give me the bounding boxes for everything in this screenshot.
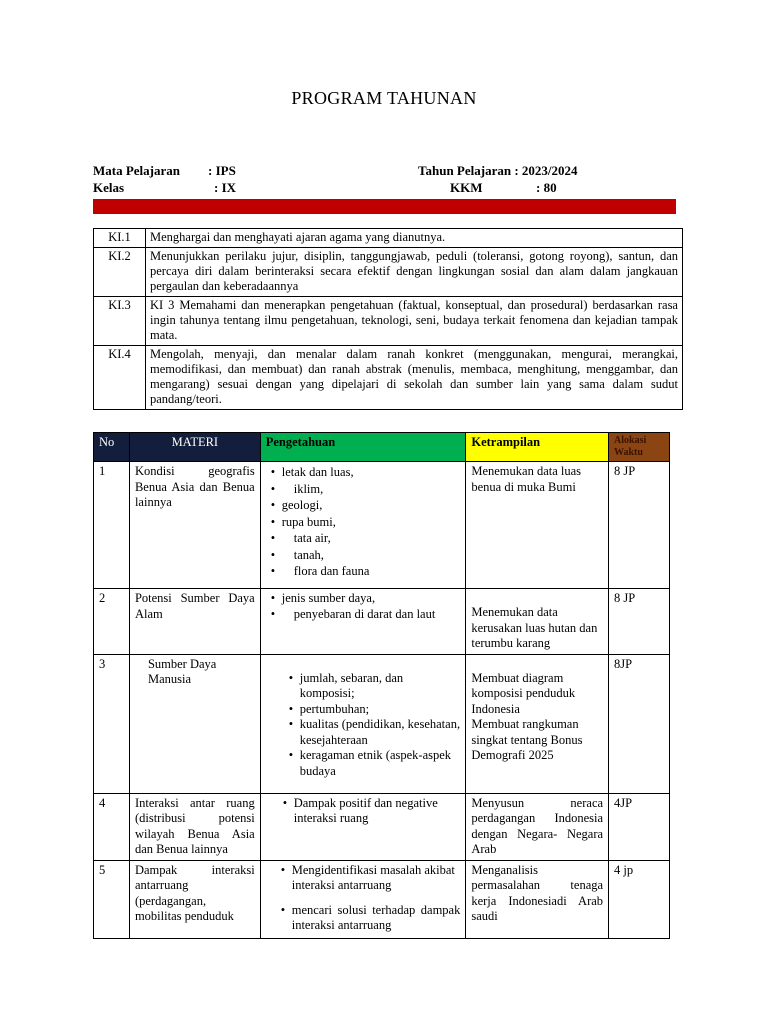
row-no: 1 xyxy=(94,462,130,589)
table-header-row xyxy=(94,433,670,462)
list-item: • mencari solusi terhadap dampak interaksi antarruang xyxy=(292,903,461,934)
row-pengetahuan xyxy=(260,654,466,793)
table-row xyxy=(94,793,670,860)
row-alokasi: 8JP xyxy=(609,654,670,793)
list-item: • penyebaran di darat dan laut xyxy=(282,607,461,623)
row-pengetahuan xyxy=(260,860,466,938)
table-row xyxy=(94,860,670,938)
list-item: • letak dan luas, xyxy=(282,464,461,481)
row-materi: Potensi Sumber Daya Alam xyxy=(129,589,260,655)
divider-bar xyxy=(93,199,676,214)
ketrampilan-text: Menemukan data kerusakan luas hutan dan terumbu karang xyxy=(471,605,598,650)
row-no: 3 xyxy=(94,654,130,793)
ki-code: KI.4 xyxy=(94,346,146,410)
ki-row xyxy=(94,346,683,410)
header-no: No xyxy=(94,433,130,462)
mapel-value: : IPS xyxy=(208,163,236,178)
row-ketrampilan xyxy=(466,589,609,655)
row-materi: Sumber Daya Manusia xyxy=(129,654,260,793)
row-ketrampilan: Menemukan data luas benua di muka Bumi xyxy=(466,462,609,589)
ki-code: KI.1 xyxy=(94,229,146,248)
table-row xyxy=(94,462,670,589)
list-item: • kualitas (pendidikan, kesehatan, kesejahteraan xyxy=(300,717,461,748)
row-no: 2 xyxy=(94,589,130,655)
header-ketrampilan: Ketrampilan xyxy=(466,433,609,462)
header-alokasi: Alokasi Waktu xyxy=(609,433,670,462)
list-item: • rupa bumi, xyxy=(282,514,461,531)
row-no: 5 xyxy=(94,860,130,938)
row-materi: Kondisi geografis Benua Asia dan Benua lainnya xyxy=(129,462,260,589)
row-alokasi: 8 JP xyxy=(609,589,670,655)
ki-row xyxy=(94,297,683,346)
header-materi: MATERI xyxy=(129,433,260,462)
row-alokasi: 4JP xyxy=(609,793,670,860)
list-item: • geologi, xyxy=(282,497,461,514)
kkm-value: : 80 xyxy=(536,180,557,195)
ketrampilan-text: Membuat rangkuman singkat tentang Bonus Demografi 2025 xyxy=(471,717,583,762)
list-item: • tanah, xyxy=(282,547,461,564)
ki-text: Menghargai dan menghayati ajaran agama yang dianutnya. xyxy=(146,229,683,248)
row-ketrampilan: Menganalisis permasalahan tenaga kerja Indonesiadi Arab saudi xyxy=(466,860,609,938)
row-materi: Dampak interaksi antarruang (perdagangan, mobilitas penduduk xyxy=(129,860,260,938)
ki-table xyxy=(93,228,683,410)
row-alokasi: 8 JP xyxy=(609,462,670,589)
list-item: • Dampak positif dan negative interaksi ruang xyxy=(294,796,461,827)
header-pengetahuan: Pengetahuan xyxy=(260,433,466,462)
list-item: • keragaman etnik (aspek-aspek budaya xyxy=(300,748,461,779)
ketrampilan-text: Membuat diagram komposisi penduduk Indonesia xyxy=(471,670,576,716)
ki-code: KI.2 xyxy=(94,248,146,297)
row-ketrampilan xyxy=(466,654,609,793)
mapel-label: Mata Pelajaran xyxy=(93,163,181,178)
program-table xyxy=(93,432,670,939)
row-pengetahuan xyxy=(260,589,466,655)
row-alokasi: 4 jp xyxy=(609,860,670,938)
table-row xyxy=(94,654,670,793)
tahun-pelajaran: Tahun Pelajaran : 2023/2024 xyxy=(418,163,578,178)
ki-row xyxy=(94,229,683,248)
ki-text: Mengolah, menyaji, dan menalar dalam ranah konkret (menggunakan, mengurai, merangkai, memodifikasi, dan membuat) dan ranah abstrak (menulis, membaca, menghitung, menggambar, dan mengarang) sesuai dengan yang dipelajari di sekolah dan sumber lain yang sama dalam sudut pandang/teori. xyxy=(146,346,683,410)
list-item: • tata air, xyxy=(282,530,461,547)
list-item: • jenis sumber daya, xyxy=(282,591,461,607)
list-item: • pertumbuhan; xyxy=(300,702,461,718)
ki-code: KI.3 xyxy=(94,297,146,346)
row-pengetahuan xyxy=(260,793,466,860)
kkm-label: KKM xyxy=(450,180,483,195)
ki-row xyxy=(94,248,683,297)
row-no: 4 xyxy=(94,793,130,860)
row-materi: Interaksi antar ruang (distribusi potensi wilayah Benua Asia dan Benua lainnya xyxy=(129,793,260,860)
row-pengetahuan xyxy=(260,462,466,589)
list-item: • Mengidentifikasi masalah akibat interaksi antarruang xyxy=(292,863,461,894)
list-item: • flora dan fauna xyxy=(282,563,461,580)
list-item: • jumlah, sebaran, dan komposisi; xyxy=(300,671,461,702)
kelas-value: : IX xyxy=(214,180,237,195)
list-item: • iklim, xyxy=(282,481,461,498)
ki-text: Menunjukkan perilaku jujur, disiplin, tanggungjawab, peduli (toleransi, gotong royong), santun, dan percaya diri dalam berinteraksi secara efektif dengan lingkungan sosial dan alam dalam jangkauan pergaulan dan keberadaannya xyxy=(146,248,683,297)
row-ketrampilan: Menyusun neraca perdagangan Indonesia dengan Negara- Negara Arab xyxy=(466,793,609,860)
page-title: PROGRAM TAHUNAN xyxy=(291,88,477,108)
ki-text: KI 3 Memahami dan menerapkan pengetahuan (faktual, konseptual, dan prosedural) berdasarkan rasa ingin tahunya tentang ilmu pengetahuan, teknologi, seni, budaya terkait fenomena dan kejadian tampak mata. xyxy=(146,297,683,346)
kelas-label: Kelas xyxy=(93,180,125,195)
table-row xyxy=(94,589,670,655)
